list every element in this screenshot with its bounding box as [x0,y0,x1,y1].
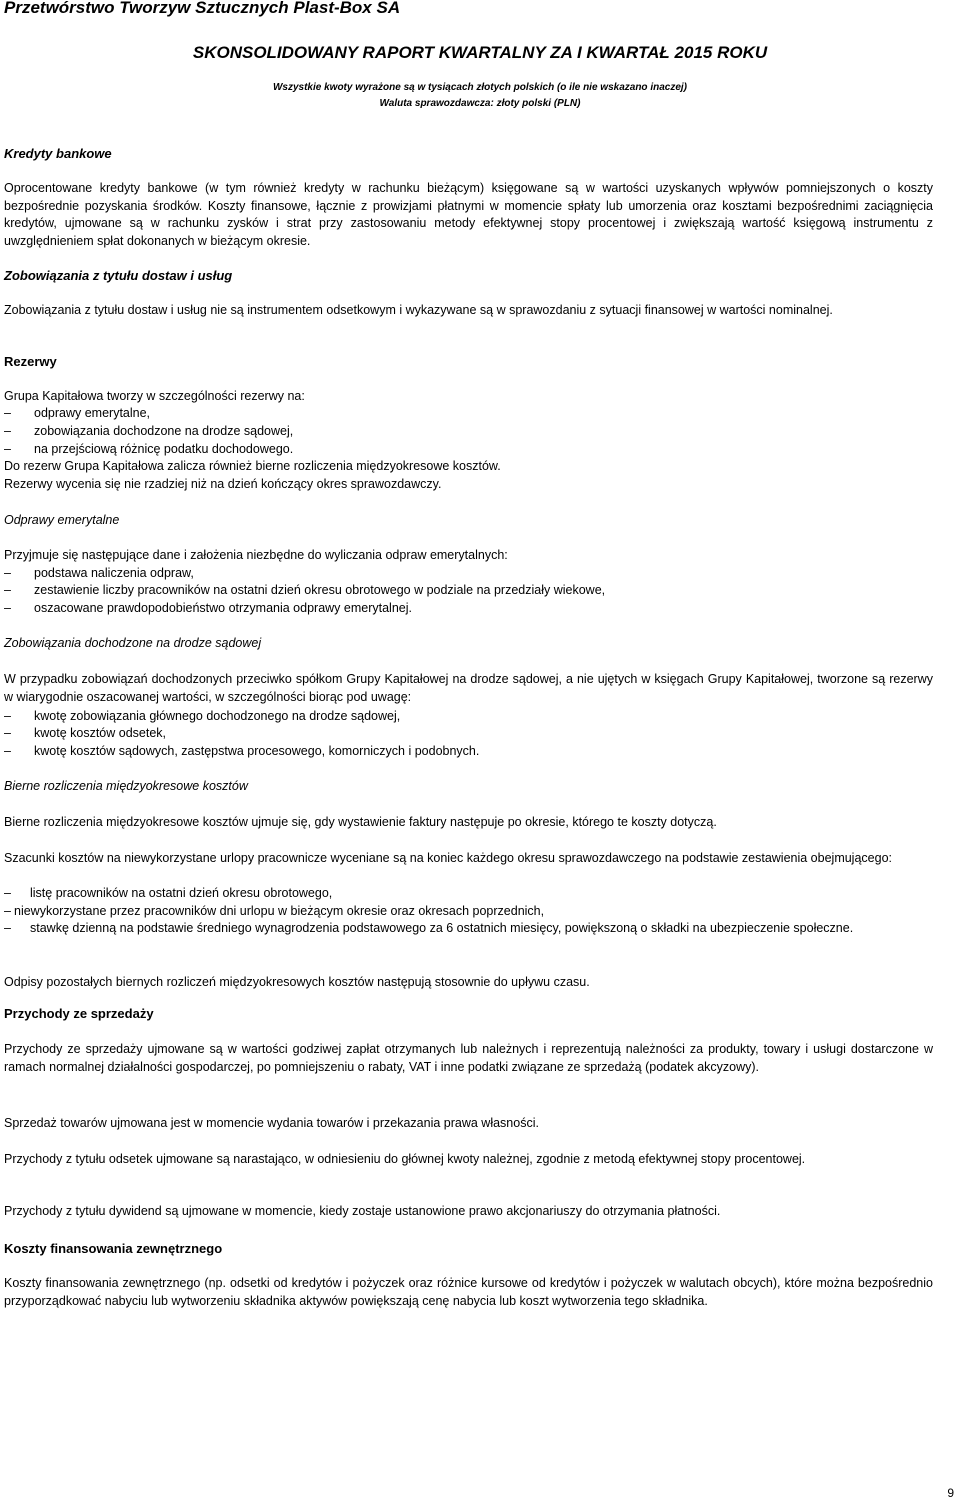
list-item: – podstawa naliczenia odpraw, [4,566,194,580]
page-number: 9 [947,1486,954,1500]
przychody-paragraph-2: Sprzedaż towarów ujmowana jest w momencie wydania towarów i przekazania prawa własności. [4,1116,539,1130]
list-item: – zobowiązania dochodzone na drodze sądowej, [4,424,294,438]
rezerwy-intro: Grupa Kapitałowa tworzy w szczególności rezerwy na: [4,389,305,403]
section-heading-przychody: Przychody ze sprzedaży [4,1006,154,1021]
list-item: – kwotę kosztów odsetek, [4,726,167,740]
przychody-paragraph-3: Przychody z tytułu odsetek ujmowane są narastająco, w odniesieniu do głównej kwoty należnej, zgodnie z metodą efektywnej stopy procentowej. [4,1152,806,1166]
list-item: – kwotę zobowiązania głównego dochodzonego na drodze sądowej, [4,709,401,723]
przychody-paragraph-4: Przychody z tytułu dywidend są ujmowane w momencie, kiedy zostaje ustanowione prawo akcjonariuszy do otrzymania płatności. [4,1204,721,1218]
list-item: – listę pracowników na ostatni dzień okresu obrotowego, [4,886,333,900]
przychody-paragraph-1: Przychody ze sprzedaży ujmowane są w wartości godziwej zapłat otrzymanych lub należnych i reprezentują należności za produkty, towary i usługi dostarczone w ramach normalnej działalności gospodarczej, po pomniejszeniu o rabaty, VAT i inne podatki związane ze sprzedażą (podatek akcyzowy). [4,1042,933,1074]
company-name: Przetwórstwo Tworzyw Sztucznych Plast-Box SA [4,0,401,17]
zobowiazania-dostaw-paragraph: Zobowiązania z tytułu dostaw i usług nie są instrumentem odsetkowym i wykazywane są w sprawozdaniu z sytuacji finansowej w wartości nominalnej. [4,303,833,317]
bierne-paragraph-1: Bierne rozliczenia międzyokresowe kosztów ujmuje się, gdy wystawienie faktury następuje po okresie, którego te koszty dotyczą. [4,815,717,829]
list-item: – oszacowane prawdopodobieństwo otrzymania odprawy emerytalnej. [4,601,412,615]
currency-note: Waluta sprawozdawcza: złoty polski (PLN) [379,98,581,109]
rezerwy-line-1: Do rezerw Grupa Kapitałowa zalicza również bierne rozliczenia międzyokresowe kosztów. [4,459,501,473]
section-heading-kredyty: Kredyty bankowe [4,146,112,161]
list-item: – niewykorzystane przez pracowników dni urlopu w bieżącym okresie oraz okresach poprzednich, [4,904,545,918]
rezerwy-line-2: Rezerwy wycenia się nie rzadziej niż na dzień kończący okres sprawozdawczy. [4,477,442,491]
sadowe-paragraph: W przypadku zobowiązań dochodzonych przeciwko spółkom Grupy Kapitałowej na drodze sądowej, a nie ujętych w księgach Grupy Kapitałowej, tworzone są rezerwy w wiarygodnie oszacowanej wartości, w szczególności biorąc pod uwagę: [4,672,933,704]
list-item: – zestawienie liczby pracowników na ostatni dzień okresu obrotowego w podziale na przedziały wiekowe, [4,583,606,597]
kredyty-paragraph: Oprocentowane kredyty bankowe (w tym również kredyty w rachunku bieżącym) księgowane są w wartości uzyskanych wpływów pomniejszonych o koszty bezpośrednie pozyskania środków. Koszty finansowe, łącznie z prowizjami płatnymi w momencie spłaty lub umorzenia oraz kosztami bezpośrednimi zaciągnięcia kredytów, ujmowane są w rachunku zysków i strat przy zastosowaniu metody efektywnej stopy procentowej i zwiększają wartość księgową instrumentu z uwzględnieniem spłat dokonanych w bieżącym okresie. [4,181,933,248]
list-item: – odprawy emerytalne, [4,406,151,420]
odprawy-intro: Przyjmuje się następujące dane i założenia niezbędne do wyliczania odpraw emerytalnych: [4,548,508,562]
section-heading-zobowiazania-dostaw: Zobowiązania z tytułu dostaw i usług [4,268,233,283]
report-title: SKONSOLIDOWANY RAPORT KWARTALNY ZA I KWARTAŁ 2015 ROKU [192,43,768,62]
list-item: – kwotę kosztów sądowych, zastępstwa procesowego, komorniczych i podobnych. [4,744,480,758]
section-heading-rezerwy: Rezerwy [4,354,57,369]
bierne-paragraph-3: Odpisy pozostałych biernych rozliczeń międzyokresowych kosztów następują stosownie do upływu czasu. [4,975,590,989]
section-heading-sadowe: Zobowiązania dochodzone na drodze sądowej [4,636,262,650]
amounts-note: Wszystkie kwoty wyrażone są w tysiącach złotych polskich (o ile nie wskazano inaczej) [272,82,688,93]
koszty-finansowania-paragraph: Koszty finansowania zewnętrznego (np. odsetki od kredytów i pożyczek oraz różnice kursowe od kredytów i pożyczek w walutach obcych), które można bezpośrednio przyporządkować nabyciu lub wytworzeniu składnika aktywów powiększają cenę nabycia lub koszt wytworzenia tego składnika. [4,1276,933,1308]
bierne-paragraph-2: Szacunki kosztów na niewykorzystane urlopy pracownicze wyceniane są na koniec każdego okresu sprawozdawczego na podstawie zestawienia obejmującego: [4,851,892,865]
list-item: – stawkę dzienną na podstawie średniego wynagrodzenia podstawowego za 6 ostatnich miesięcy, powiększoną o składki na ubezpieczenie społeczne. [4,921,854,935]
section-heading-odprawy: Odprawy emerytalne [4,513,120,527]
list-item: – na przejściową różnicę podatku dochodowego. [4,442,294,456]
section-heading-koszty-finansowania: Koszty finansowania zewnętrznego [4,1241,223,1256]
section-heading-bierne: Bierne rozliczenia międzyokresowe kosztów [4,779,248,793]
